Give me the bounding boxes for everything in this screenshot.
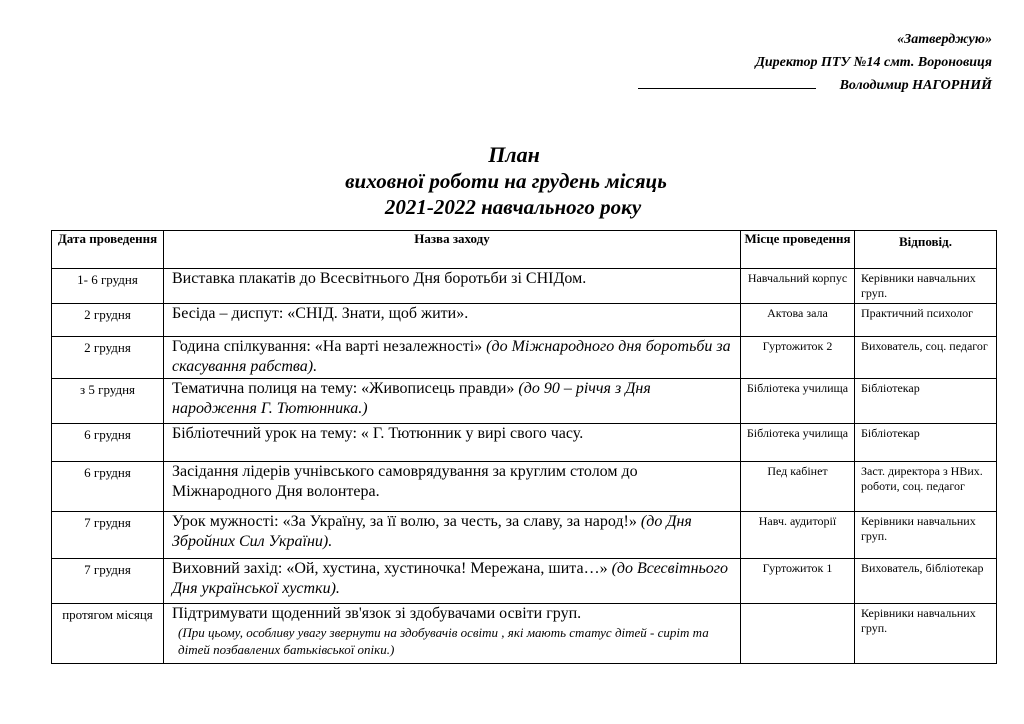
row-event xyxy=(164,337,741,379)
event-note: (до Дня Збройних Сил України). xyxy=(172,513,692,550)
header-place: Місце проведення xyxy=(741,231,855,269)
row-date: 7 грудня xyxy=(52,559,164,604)
header-date: Дата проведення xyxy=(52,231,164,269)
row-responsible: Практичний психолог xyxy=(855,304,997,337)
document-title xyxy=(0,142,1024,220)
row-date: 7 грудня xyxy=(52,512,164,559)
event-title: Виховний захід: «Ой, хустина, хустиночка! Мережана, шита…» xyxy=(172,560,608,577)
row-responsible: Вихователь, бібліотекар xyxy=(855,559,997,604)
row-place: Бібліотека училища xyxy=(741,379,855,424)
event-title: Засідання лідерів учнівського самоврядування за круглим столом до Міжнародного Дня волонтера. xyxy=(172,463,638,500)
row-place xyxy=(741,604,855,664)
event-note: (до 90 – річчя з Дня народження Г. Тютюнника.) xyxy=(172,380,651,417)
table-row xyxy=(52,337,997,379)
title-line-1: План xyxy=(488,142,540,167)
event-title: Бібліотечний урок на тему: « Г. Тютюнник у вирі свого часу. xyxy=(172,425,584,442)
row-event xyxy=(164,512,741,559)
event-title: Тематична полиця на тему: «Живописець правди» xyxy=(172,380,515,397)
event-title: Година спілкування: «На варті незалежності» xyxy=(172,338,483,355)
table-row xyxy=(52,269,997,304)
row-place: Гуртожиток 2 xyxy=(741,337,855,379)
row-place: Бібліотека училища xyxy=(741,424,855,462)
row-place: Навчальний корпус xyxy=(741,269,855,304)
header-name: Назва заходу xyxy=(164,231,741,269)
table-row xyxy=(52,604,997,664)
row-place: Навч. аудиторії xyxy=(741,512,855,559)
table-row xyxy=(52,462,997,512)
row-event xyxy=(164,604,741,664)
event-title: Бесіда – диспут: «СНІД. Знати, щоб жити». xyxy=(172,305,469,322)
row-date: 2 грудня xyxy=(52,304,164,337)
row-event xyxy=(164,304,741,337)
row-date: 6 грудня xyxy=(52,462,164,512)
row-event xyxy=(164,424,741,462)
table-header-row xyxy=(52,231,997,269)
row-date: 6 грудня xyxy=(52,424,164,462)
row-event xyxy=(164,462,741,512)
row-date: протягом місяця xyxy=(52,604,164,664)
title-line-2: виховної роботи на грудень місяць xyxy=(345,169,667,193)
event-title: Підтримувати щоденний зв'язок зі здобувачами освіти груп. xyxy=(172,605,582,622)
row-date: 2 грудня xyxy=(52,337,164,379)
event-note: (до Міжнародного дня боротьби за скасування рабства). xyxy=(172,338,731,375)
event-title: Виставка плакатів до Всесвітнього Дня боротьби зі СНІДом. xyxy=(172,270,587,287)
row-event xyxy=(164,379,741,424)
table-row xyxy=(52,559,997,604)
approval-position: Директор ПТУ №14 смт. Вороновиця xyxy=(755,55,992,70)
table-body xyxy=(52,269,997,664)
row-responsible: Заст. директора з НВих. роботи, соц. педагог xyxy=(855,462,997,512)
row-place: Гуртожиток 1 xyxy=(741,559,855,604)
row-responsible: Керівники навчальних груп. xyxy=(855,269,997,304)
row-event xyxy=(164,559,741,604)
event-note: (до Всесвітнього Дня української хустки). xyxy=(172,560,729,597)
approval-name: Володимир НАГОРНИЙ xyxy=(839,78,992,93)
row-date: з 5 грудня xyxy=(52,379,164,424)
row-event xyxy=(164,269,741,304)
row-responsible: Вихователь, соц. педагог xyxy=(855,337,997,379)
event-title: Урок мужності: «За Україну, за її волю, за честь, за славу, за народ!» xyxy=(172,513,637,530)
signature-line xyxy=(638,74,816,89)
row-responsible: Керівники навчальних груп. xyxy=(855,604,997,664)
table-row xyxy=(52,379,997,424)
approval-block xyxy=(638,28,992,97)
row-date: 1- 6 грудня xyxy=(52,269,164,304)
table-row xyxy=(52,304,997,337)
row-place: Актова зала xyxy=(741,304,855,337)
title-line-3: 2021-2022 навчального року xyxy=(384,195,642,219)
plan-table xyxy=(51,230,997,664)
header-responsible: Відповід. xyxy=(855,231,997,269)
row-place: Пед кабінет xyxy=(741,462,855,512)
approval-heading: «Затверджую» xyxy=(897,32,992,47)
row-responsible: Керівники навчальних груп. xyxy=(855,512,997,559)
row-responsible: Бібліотекар xyxy=(855,424,997,462)
row-responsible: Бібліотекар xyxy=(855,379,997,424)
table-row xyxy=(52,424,997,462)
table-row xyxy=(52,512,997,559)
approval-signature-row xyxy=(638,74,992,97)
event-note: (При цьому, особливу увагу звернути на здобувачів освіти , які мають статус дітей - сиріт та дітей позбавлених батьківської опіки.) xyxy=(178,625,709,657)
